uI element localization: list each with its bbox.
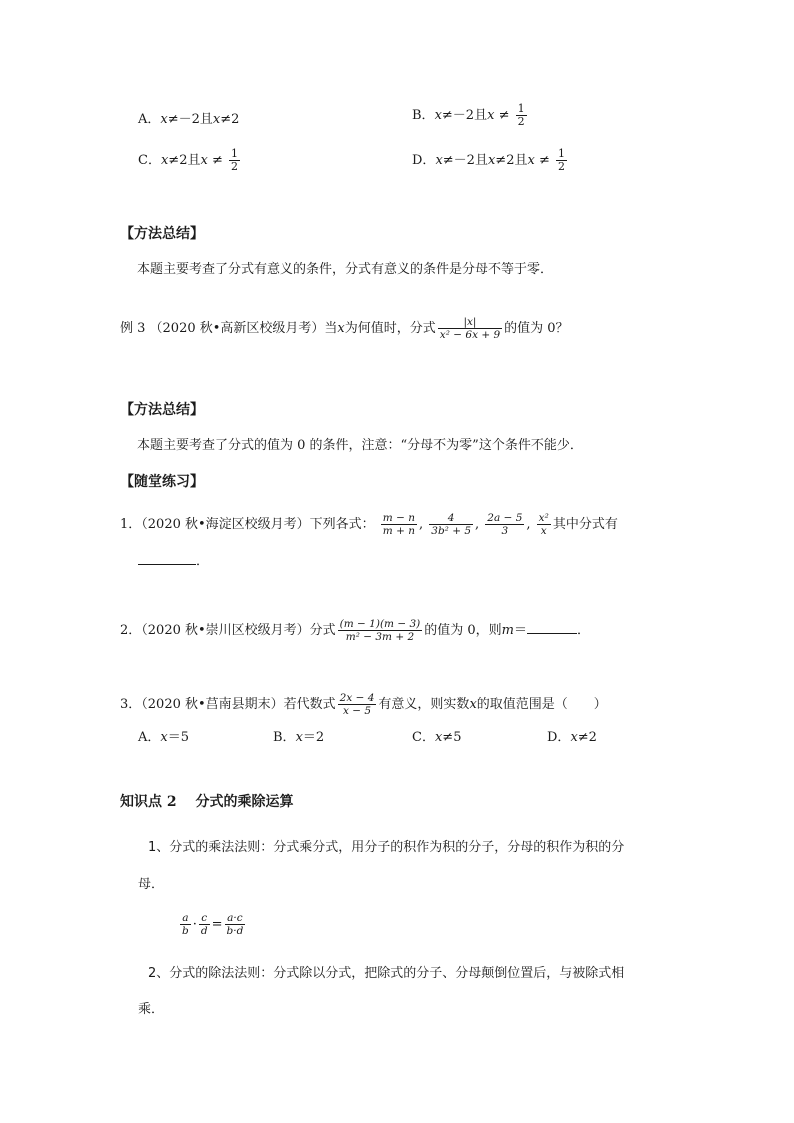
problem-1-answer: ． — [138, 552, 209, 570]
formula-fraction-a-b: $\frac{a}{b}$ — [182, 912, 189, 937]
option-c: C．x≠2且x ≠ $\frac{1}{2}$ — [138, 147, 238, 173]
fraction-half: $\frac{1}{2}$ — [558, 147, 565, 173]
example-fraction: $\frac{|x|}{\text{x² − 6x + 9}}$ — [439, 316, 501, 341]
fraction-half: $\frac{1}{2}$ — [231, 147, 238, 173]
fraction-1: $\frac{m - n}{m + n}$ — [382, 512, 415, 537]
problem-1: 1．（2020 秋•海淀区校级月考）下列各式： $\frac{m - n}{m + n}$ , $\frac{4}{\text{3b² + 5}}$ , $\frac{2a - 5}{3}$ , $\frac{\text{x²}}{x}$ 其中分式有 — [120, 512, 618, 537]
option-a: A．x≠－2且x≠2 — [138, 112, 240, 127]
fraction-p3: $\frac{2x - 4}{x - 5}$ — [339, 692, 375, 717]
p3-option-d: D．x≠2 — [547, 730, 597, 745]
fraction-4: $\frac{\text{x²}}{x}$ — [538, 512, 549, 537]
p3-option-b: B．x＝2 — [273, 730, 325, 745]
p3-option-c: C．x≠5 — [412, 730, 462, 745]
method-summary-heading: 【方法总结】 — [120, 226, 204, 242]
formula-fraction-c-d: $\frac{c}{d}$ — [200, 912, 208, 937]
method-summary-text: 本题主要考查了分式有意义的条件，分式有意义的条件是分母不等于零． — [137, 262, 554, 277]
method-summary-text: 本题主要考查了分式的值为 0 的条件，注意：“分母不为零”这个条件不能少． — [137, 438, 583, 453]
example-3: 例 3 （2020 秋•高新区校级月考）当x为何值时，分式 $\frac{|x|}{\text{x² − 6x + 9}}$ 的值为 0？ — [120, 316, 569, 341]
method-summary-heading: 【方法总结】 — [120, 402, 204, 418]
fraction-p2: $\frac{(m - 1)(m - 3)}{\text{m² − 3m + 2}}$ — [339, 618, 421, 643]
option-b: B．x≠－2且x ≠ $\frac{1}{2}$ — [412, 102, 525, 128]
rule-multiplication-cont: 母． — [138, 877, 165, 892]
formula-fraction-result: $\frac{a\cdot c}{b\cdot d}$ — [226, 912, 244, 937]
answer-blank[interactable] — [138, 552, 196, 565]
rule-division: 2、分式的除法法则：分式除以分式，把除式的分子、分母颠倒位置后，与被除式相 — [148, 966, 625, 981]
rule-multiplication: 1、分式的乘法法则：分式乘分式，用分子的积作为积的分子，分母的积作为积的分 — [148, 840, 625, 855]
answer-blank[interactable] — [527, 621, 577, 634]
knowledge-point-heading: 知识点 2 分式的乘除运算 — [120, 794, 294, 810]
multiplication-formula: $\frac{a}{b}$ · $\frac{c}{d}$ = $\frac{a\cdot c}{b\cdot d}$ — [182, 912, 244, 937]
problem-3: 3．（2020 秋•莒南县期末）若代数式 $\frac{2x - 4}{x - 5}$ 有意义，则实数x的取值范围是（ ） — [120, 692, 607, 717]
option-d: D．x≠－2且x≠2且x ≠ $\frac{1}{2}$ — [412, 147, 565, 173]
practice-heading: 【随堂练习】 — [120, 474, 204, 490]
fraction-half: $\frac{1}{2}$ — [517, 102, 525, 128]
fraction-2: $\frac{4}{\text{3b² + 5}}$ — [431, 512, 472, 537]
problem-2: 2．（2020 秋•崇川区校级月考）分式 $\frac{(m - 1)(m - 3)}{\text{m² − 3m + 2}}$ 的值为 0，则m＝ ． — [120, 618, 591, 643]
fraction-3: $\frac{2a - 5}{3}$ — [487, 512, 523, 537]
rule-division-cont: 乘． — [138, 1002, 165, 1017]
p3-option-a: A．x＝5 — [138, 730, 190, 745]
